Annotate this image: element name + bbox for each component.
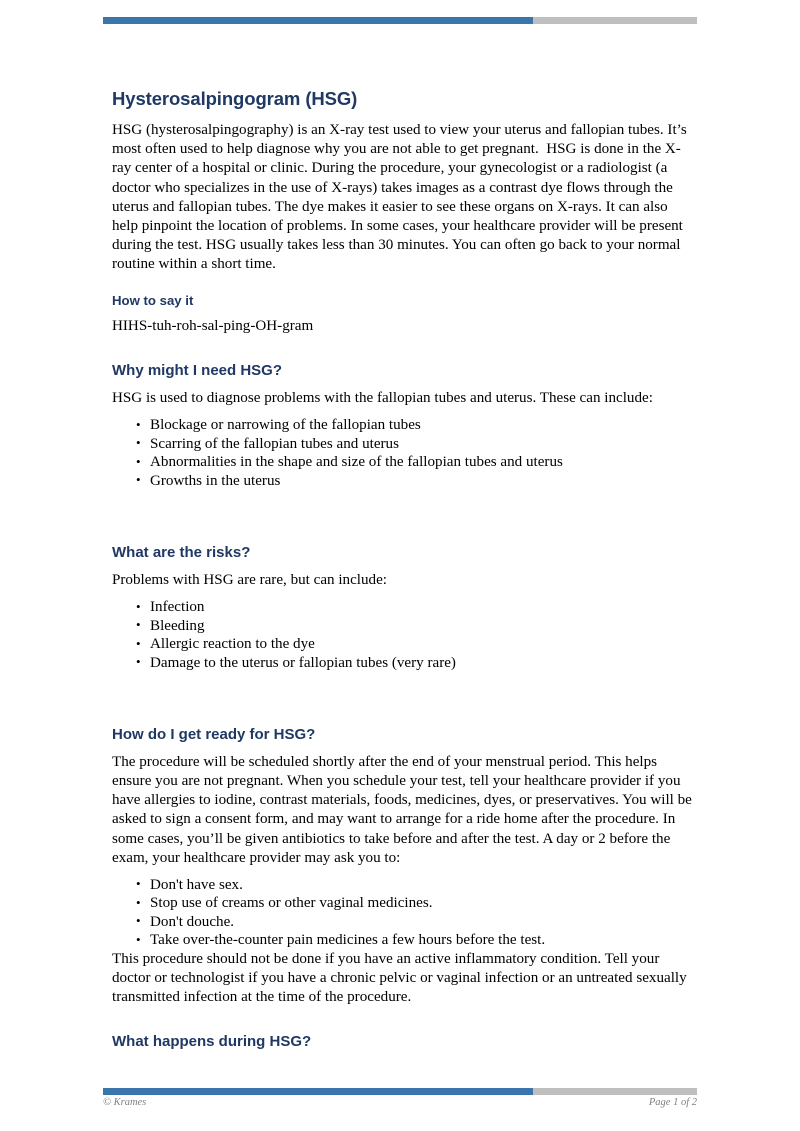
spacer	[112, 672, 697, 700]
list-item: • Don't douche.	[112, 913, 697, 932]
get-ready-closing-paragraph: This procedure should not be done if you have an active inflammatory condition. Tell your doctor or technologist if you have a chronic pelvic or vaginal infection or an untreated sexually transmitted infection at the time of the procedure.	[112, 950, 691, 1005]
heading-how-to-say-it: How to say it	[112, 293, 194, 309]
list-item: • Growths in the uterus	[112, 472, 697, 491]
list-item: • Damage to the uterus or fallopian tubes (very rare)	[112, 654, 697, 673]
list-item: • Scarring of the fallopian tubes and uterus	[112, 435, 697, 454]
list-item: • Bleeding	[112, 617, 697, 636]
list-item: • Blockage or narrowing of the fallopian tubes	[112, 416, 697, 435]
footer-rule	[103, 1088, 697, 1095]
heading-what-are-the-risks: What are the risks?	[112, 544, 251, 562]
footer-page-number: Page 1 of 2	[648, 1097, 697, 1108]
list-item: • Take over-the-counter pain medicines a few hours before the test.	[112, 931, 697, 950]
risks-paragraph: Problems with HSG are rare, but can include:	[112, 572, 387, 589]
header-rule	[103, 17, 697, 24]
heading-how-do-i-get-ready-for-hsg: How do I get ready for HSG?	[112, 726, 316, 744]
heading-what-happens-during-hsg: What happens during HSG?	[112, 1032, 312, 1050]
header-rule-blue-segment	[103, 17, 533, 24]
risks-bullet-list	[112, 598, 697, 672]
pronunciation-text: HIHS-tuh-roh-sal-ping-OH-gram	[112, 317, 314, 334]
list-item: • Infection	[112, 598, 697, 617]
footer-rule-blue-segment	[103, 1088, 533, 1095]
page-title: Hysterosalpingogram (HSG)	[112, 88, 358, 109]
spacer	[112, 490, 697, 518]
get-ready-bullet-list	[112, 876, 697, 950]
list-item: • Don't have sex.	[112, 876, 697, 895]
footer-rule-grey-segment	[533, 1088, 697, 1095]
list-item: • Allergic reaction to the dye	[112, 635, 697, 654]
page-footer	[103, 1097, 697, 1108]
intro-paragraph: HSG (hysterosalpingography) is an X-ray test used to view your uterus and fallopian tubes. It’s most often used to help diagnose why you are not able to get pregnant. HSG is done in the X-ray center of a hospital or clinic. During the procedure, your gynecologist or a radiologist (a doctor who specializes in the use of X-rays) takes images as a contrast dye flows through the uterus and fallopian tubes. The dye makes it easier to see these organs on X-rays. It can also help pinpoint the location of problems. In some cases, your healthcare provider will be present during the test. HSG usually takes less than 30 minutes. You can often go back to your normal routine within a short time.	[112, 122, 691, 272]
why-need-bullet-list	[112, 416, 697, 490]
get-ready-paragraph: The procedure will be scheduled shortly after the end of your menstrual period. This helps ensure you are not pregnant. When you schedule your test, tell your healthcare provider if you have allergies to iodine, contrast materials, foods, medicines, dyes, or preservatives. You will be asked to sign a consent form, and may want to arrange for a ride home after the procedure. In some cases, you’ll be given antibiotics to take before and after the test. A day or 2 before the exam, your healthcare provider may ask you to:	[112, 754, 696, 866]
footer-copyright: © Krames	[103, 1097, 147, 1108]
document-content	[112, 88, 697, 1060]
header-rule-grey-segment	[533, 17, 697, 24]
heading-why-might-i-need-hsg: Why might I need HSG?	[112, 361, 283, 379]
list-item: • Stop use of creams or other vaginal medicines.	[112, 894, 697, 913]
list-item: • Abnormalities in the shape and size of the fallopian tubes and uterus	[112, 453, 697, 472]
why-need-paragraph: HSG is used to diagnose problems with the fallopian tubes and uterus. These can include:	[112, 389, 653, 406]
